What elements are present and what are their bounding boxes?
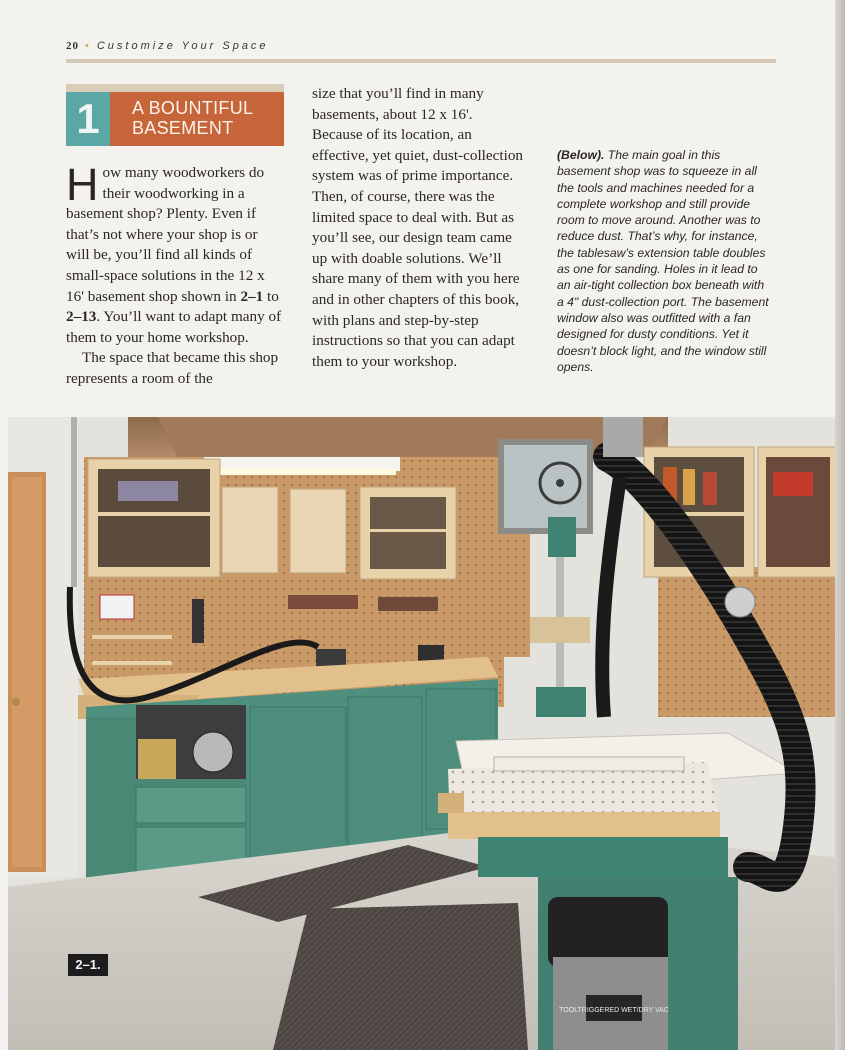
body-column-2 [312,84,524,372]
figure-ref-start: 2–1 [240,287,264,305]
paragraph-1-mid: to [263,287,279,305]
figure-ref-end: 2–13 [66,308,97,326]
section-title: A BOUNTIFUL BASEMENT [132,98,253,138]
header-rule [66,59,776,63]
caption-text: The main goal in this basement shop was to squeeze in all the tools and machines needed for a complete workshop and still provide room to move around. Another was to reduce dust. That’s why, for instance, the tablesaw’s extension table doubles as one for sanding. Holes in it lead to an air-tight collection box beneath with a 4" dust-collection port. The basement window also was outfitted with a fan designed for dusty conditions. Yet it doesn’t block light, and the window still opens. [557,148,769,374]
photo-caption [557,147,772,375]
drop-cap: H [66,159,99,210]
running-header [66,40,269,52]
section-number: 1 [66,92,110,146]
workshop-photo [8,417,835,1050]
paragraph-2-continued: size that you’ll find in many basements, about 12 x 16'. Because of its location, an effective, yet quiet, dust-collection system was of prime importance. Then, of course, there was the limited space to deal with. But as you’ll see, our design team came up with doable solutions. We’ll share many of them with you here and in other chapters of this book, with plans and step-by-step instructions so that you can adapt them to your workshop. [312,85,524,370]
header-separator: • [85,40,91,52]
page-edge [835,0,845,1050]
section-heading-topbar [66,84,284,92]
running-title: Customize Your Space [96,40,269,52]
paragraph-1-end: . You’ll want to adapt many of them to your home workshop. [66,308,282,346]
paragraph-1 [66,159,284,348]
body-column-1 [66,159,284,390]
paragraph-1-text: ow many woodworkers do their woodworking in a basement shop? Plenty. Even if that’s not where your shop is or will be, you’ll find all kinds of small-space solutions in the 12 x 16' basement shop shown in [66,164,265,305]
vac-label: TOOLTRIGGERED WET/DRY VAC [559,1007,669,1014]
workshop-illustration [8,417,835,1050]
figure-label: 2–1. [68,954,108,976]
paragraph-2-start: The space that became this shop represents a room of the [66,349,279,387]
page-number: 20 [66,40,79,52]
caption-lead: (Below). [557,148,605,162]
section-heading [66,84,284,146]
